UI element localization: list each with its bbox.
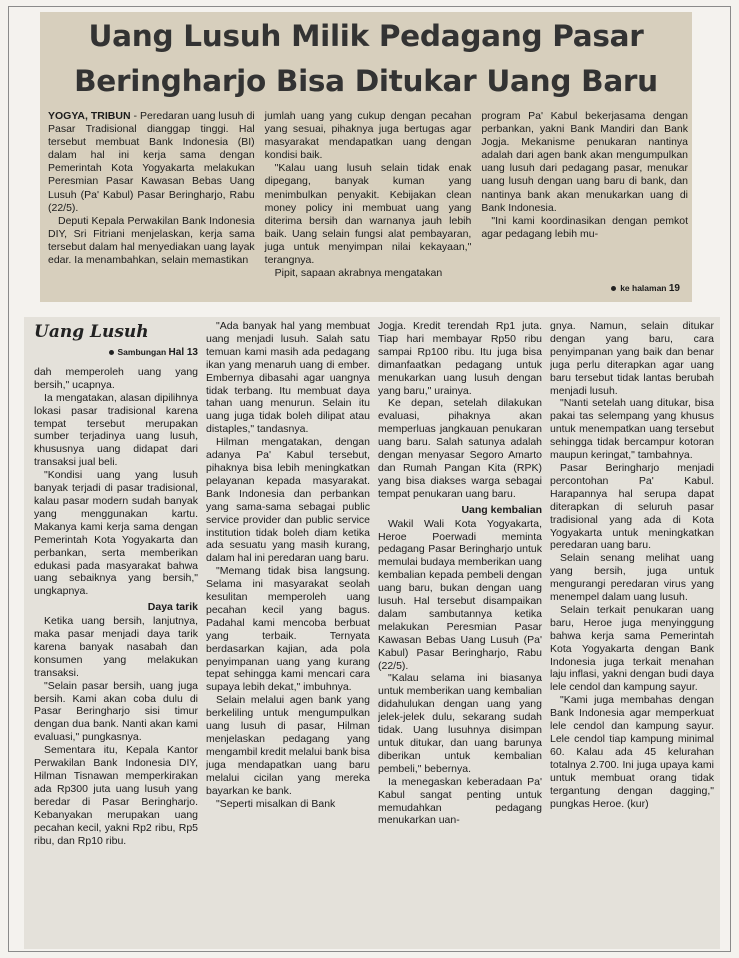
paragraph: "Seperti misalkan di Bank — [216, 797, 336, 810]
sambungan-label: Sambungan — [117, 347, 167, 357]
paragraph: Pipit, sapaan akrabnya mengatakan — [274, 267, 443, 280]
continued-page: 19 — [668, 283, 680, 294]
paragraph: "Kalau selama ini biasanya untuk memberikan uang kembalian didahulukan dengan uang yang jelek-jelek dulu, sekarang sudah tidak. Uang lusuhnya disimpan untuk ditukar, dan uang barunya diberikan untuk kembalian pembeli," bebernya. — [378, 672, 542, 775]
continuation-column-1 — [34, 320, 198, 946]
paragraph: "Ini kami koordinasikan dengan pemkot agar pedagang lebih mu- — [481, 214, 689, 240]
sambungan-note — [34, 346, 198, 360]
headline — [40, 14, 692, 104]
headline-line-2: Beringharjo Bisa Ditukar Uang Baru — [74, 64, 658, 98]
paragraph: Hilman mengatakan, dengan adanya Pa' Kabul tersebut, pihaknya bisa lebih meningkatkan pelayanan kepada masyarakat. Bank Indonesia dan perbankan yang sama-sama sebagai public service provider dan public service institution tidak boleh diam ketika ada sesuatu yang masih kurang, dalam hal ini peredaran uang baru. — [206, 436, 370, 565]
dateline: YOGYA, TRIBUN — [48, 110, 131, 122]
paragraph: program Pa' Kabul bekerjasama dengan perbankan, yakni Bank Mandiri dan Bank Jogja. Mekanisme penukaran nantinya adalah dari agen bank akan mengumpulkan uang lusuh dari pedagang pasar, menukar uang lusuh dengan uang baru di bank, dan nantinya bank akan menukarkan uang di Bank Indonesia. — [481, 110, 689, 214]
paragraph: Sementara itu, Kepala Kantor Perwakilan Bank Indonesia DIY, Hilman Tisnawan memperkirakan ada Rp300 juta uang lusuh yang beredar di Pasar Beringharjo. Kebanyakan merupakan uang pecahan kecil, yakni Rp2 ribu, Rp5 ribu, dan Rp10 ribu. — [34, 744, 198, 847]
continuation-column-3 — [378, 320, 542, 946]
paragraph: "Ada banyak hal yang membuat uang menjadi lusuh. Salah satu temuan kami masih ada pedagang ikan yang menaruh uang di ember. Embernya dibasahi agar uangnya tidak terbang. Itu membuat daya tahan uang menurun. Selain itu uang juga tidak boleh dilipat atau distaples," tandasnya. — [206, 320, 370, 436]
bullet-icon — [611, 286, 616, 291]
paragraph: "Kondisi uang yang lusuh banyak terjadi di pasar tradisional, kalau pasar modern sudah banyak yang menggunakan kartu. Makanya kami kerja sama dengan Pemerintah Kota Yogyakarta dan perbankan, serta memberikan edukasi pada masyarakat bahwa uang sebaiknya yang bersih," ungkapnya. — [34, 469, 198, 598]
sambungan-page: Hal 13 — [168, 347, 198, 358]
article-columns — [48, 110, 688, 290]
article-clipping-continuation — [24, 317, 720, 949]
paragraph: dah memperoleh uang yang bersih," ucapnya. — [34, 365, 198, 391]
paragraph: Ketika uang bersih, lanjutnya, maka pasar menjadi daya tarik karena banyak nasabah dan konsumen yang melakukan transaksi. — [34, 615, 198, 679]
paragraph: jumlah uang yang cukup dengan pecahan yang sesuai, pihaknya juga bertugas agar masyarakat mendapatkan uang dengan kondisi baik. — [264, 110, 472, 162]
subheading: Uang kembalian — [461, 503, 542, 516]
paragraph: Jogja. Kredit terendah Rp1 juta. Tiap hari membayar Rp50 ribu sampai Rp100 ribu. Itu juga bisa dimanfaatkan pedagang untuk menukarkan uang lusuh dengan yang baru," urainya. — [378, 320, 542, 397]
paragraph: Selain terkait penukaran uang baru, Heroe juga menyinggung bahwa kerja sama Pemerintah Kota Yogyakarta dengan Bank Indonesia juga terkait menahan laju inflasi, yakni dengan budi daya lele cendol dan kampung sayur. — [550, 603, 714, 694]
paragraph-text: - Peredaran uang lusuh di Pasar Tradisional dianggap tinggi. Hal tersebut membuat Bank Indonesia (BI) dalam hal ini kerja sama dengan Pemerintah Kota Yogyakarta melakukan Peresmian Pasar Kawasan Bebas Uang Lusuh (Pa' Kabul) Pasar Beringharjo, Rabu (22/5). — [48, 110, 255, 214]
article-column-1 — [48, 110, 255, 290]
paragraph: gnya. Namun, selain ditukar dengan yang baru, cara penyimpanan yang baik dan benar juga perlu diterapkan agar uang baru tersebut tidak lantas berubah menjadi lusuh. — [550, 320, 714, 397]
paragraph: Wakil Wali Kota Yogyakarta, Heroe Poerwadi meminta pedagang Pasar Beringharjo untuk memulai budaya memberikan uang kembalian kepada pembeli dengan uang baru, bukan dengan uang lusuh. Hal tersebut disampaikan dalam sambutannya ketika melakukan Peresmian Pasar Kawasan Bebas Uang Lusuh (Pa' Kabul) Pasar Beringharjo, Rabu (22/5). — [378, 517, 542, 672]
paragraph: "Kalau uang lusuh selain tidak enak dipegang, banyak kuman yang menimbulkan penyakit. Kebijakan clean money policy ini membuat uang yang diterima bersih dan warnanya jauh lebih baik. Uang selain fungsi alat pembayaran, juga untuk menyimpan nilai kekayaan," terangnya. — [264, 162, 472, 267]
subheading: Daya tarik — [147, 601, 198, 614]
continuation-columns — [34, 320, 714, 946]
continuation-column-2 — [206, 320, 370, 946]
paragraph: "Nanti setelah uang ditukar, bisa pakai tas selempang yang khusus untuk menempatkan uang tersebut sehingga tidak bercampur kotoran maupun keringat," tambahnya. — [550, 397, 714, 462]
article-clipping-main — [40, 12, 692, 302]
bullet-icon — [109, 350, 114, 355]
continued-note — [611, 283, 680, 294]
continued-label: ke halaman — [620, 283, 667, 293]
section-title: Uang Lusuh — [34, 322, 149, 342]
headline-line-1: Uang Lusuh Milik Pedagang Pasar — [88, 19, 644, 53]
paragraph: Deputi Kepala Perwakilan Bank Indonesia DIY, Sri Fitriani menjelaskan, kerja sama tersebut dalam hal menyediakan uang layak edar. Ia menambahkan, selain memastikan — [48, 214, 255, 267]
paragraph: Selain senang melihat uang yang bersih, juga untuk mengurangi peredaran virus yang menempel dalam uang lusuh. — [550, 552, 714, 604]
paragraph — [48, 110, 255, 215]
paragraph: "Selain pasar bersih, uang juga bersih. Kami akan coba dulu di Pasar Beringharjo sisi timur dengan dua bank. Nanti akan kami evaluasi," pungkasnya. — [34, 679, 198, 744]
paragraph: "Kami juga membahas dengan Bank Indonesia agar memperkuat lele cendol dan kampung sayur. Lele cendol tiap kampung minimal 60. Kalau ada 45 kelurahan totalnya 2.700. Ini juga upaya kami untuk membuat orang tidak tergantung dengan dagging," pungkas Heroe. (kur) — [550, 694, 714, 810]
paragraph: Ia mengatakan, alasan dipilihnya lokasi pasar tradisional karena tempat tersebut merupakan sumber terjadinya uang lusuh, khususnya uang didapat dari transaksi jual beli. — [34, 391, 198, 469]
paragraph: Ke depan, setelah dilakukan evaluasi, pihaknya akan memperluas jangkauan penukaran uang baru. Salah satunya adalah dengan menyasar Segoro Amarto dan Rumah Pangan Kita (RPK) yang bisa diakses warga sebagai tempat penukaran uang baru. — [378, 397, 542, 500]
continuation-column-4 — [550, 320, 714, 946]
paragraph: Pasar Beringharjo menjadi percontohan Pa' Kabul. Harapannya hal serupa dapat diterapkan di seluruh pasar tradisional yang ada di Kota Yogyakarta untuk meningkatkan peredaran uang baru. — [550, 461, 714, 552]
paragraph: Ia menegaskan keberadaan Pa' Kabul sangat penting untuk memudahkan pedagang menukarkan uan- — [378, 775, 542, 827]
paragraph: "Memang tidak bisa langsung. Selama ini masyarakat seolah kesulitan memperoleh uang pecahan kecil yang bagus. Padahal kami mencoba berbuat yang terbaik. Ternyata berdasarkan kajian, ada pola penyimpanan uang yang kurang tepat sehingga kami mencari cara supaya lebih dekat," imbuhnya. — [206, 565, 370, 694]
paragraph: Selain melalui agen bank yang berkeliling untuk mengumpulkan uang lusuh di pasar, Hilman menjelaskan pedagang yang mengambil kredit melalui bank bisa juga mendapatkan uang baru melalui cicilan yang mereka bayarkan ke bank. — [206, 694, 370, 797]
article-column-3 — [481, 110, 688, 290]
article-column-2 — [265, 110, 472, 290]
